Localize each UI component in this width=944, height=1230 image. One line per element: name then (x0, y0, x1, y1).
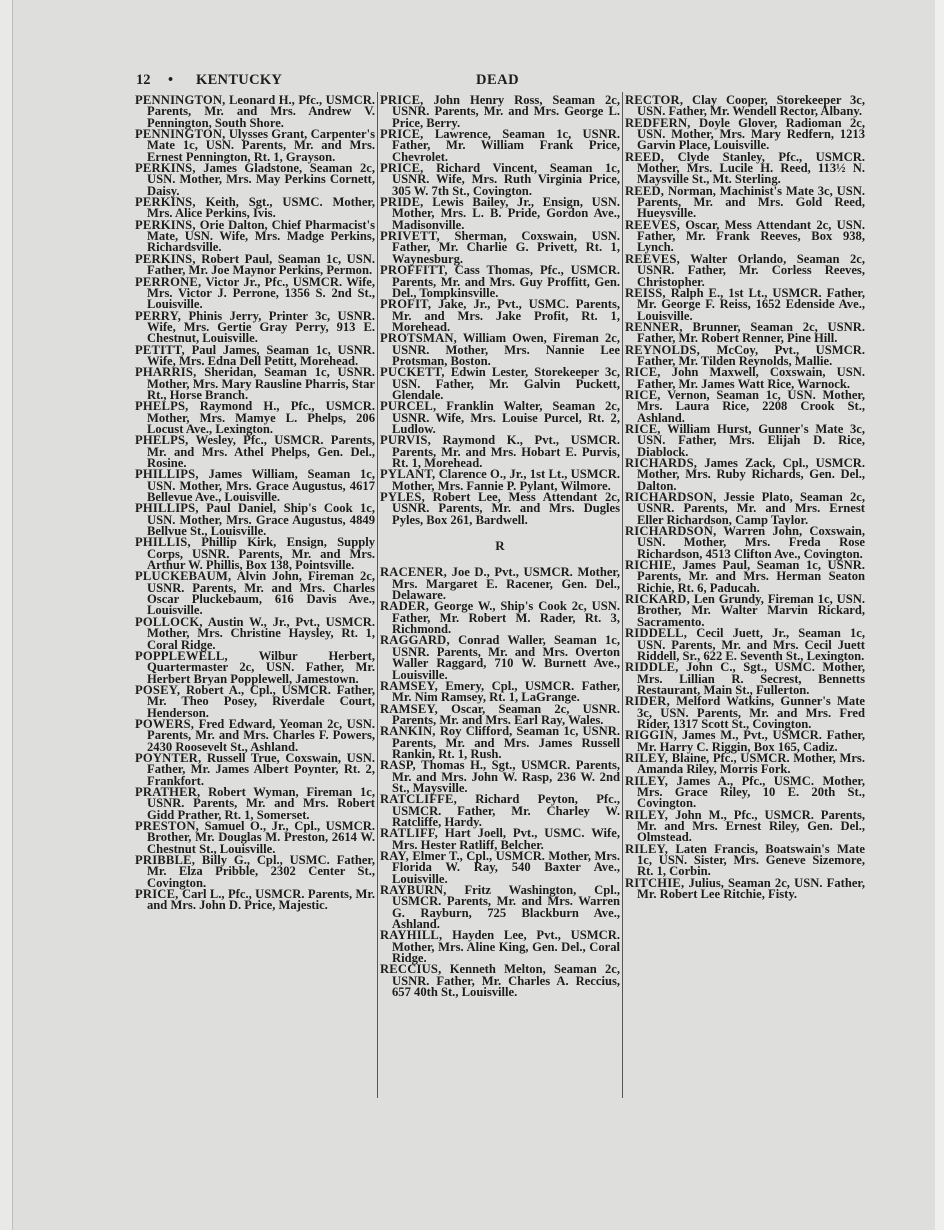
entry-details: Kenneth Melton, Seaman 2c, USNR. Father, Mr. Charles A. Reccius, 657 40th St., Louisville. (392, 962, 620, 1000)
entry-details: William Owen, Fireman 2c, USNR. Mother, Mrs. Nannie Lee Protsman, Boston. (392, 331, 620, 368)
entry-details: Clay Cooper, Storekeeper 3c, USN. Father, Mr. Wendell Rector, Albany. (637, 93, 865, 119)
entry-details: James A., Pfc., USMC. Mother, Mrs. Grace Riley, 10 E. 20th St., Covington. (637, 773, 865, 811)
entry-details: Clyde Stanley, Pfc., USMCR. Mother, Mrs. Lucile H. Reed, 113½ N. Maysville St., Mt. Sterling. (637, 149, 865, 187)
casualty-entry (135, 342, 375, 368)
surname: RATLIFF, (380, 826, 438, 841)
surname: REDFERN, (625, 115, 691, 130)
column-1 (135, 95, 375, 912)
casualty-entry (380, 95, 620, 129)
casualty-entry (135, 716, 375, 754)
casualty-entry (380, 964, 620, 998)
surname: PRATHER, (135, 784, 201, 799)
entry-details: Sheridan, Seaman 1c, USNR. Mother, Mrs. Mary Rausline Pharris, Star Rt., Horse Branch. (147, 365, 375, 402)
entry-details: Melford Watkins, Gunner's Mate 3c, USN. Parents, Mr. and Mrs. Fred Rider, 1317 Scott St., Covington. (637, 694, 865, 731)
casualty-entry (380, 163, 620, 197)
casualty-entry (135, 682, 376, 720)
entry-details: Vernon, Seaman 1c, USN. Mother, Mrs. Laura Rice, 2208 Crook St., Ashland. (637, 387, 865, 425)
surname: PERKINS, (135, 251, 196, 266)
surname: RAYBURN, (380, 883, 447, 898)
surname: PUCKETT, (380, 365, 445, 380)
entry-details: Edwin Lester, Storekeeper 3c, USN. Father, Mr. Galvin Puckett, Glendale. (392, 365, 620, 402)
casualty-entry (135, 95, 375, 129)
entry-details: Phinis Jerry, Printer 3c, USNR. Wife, Mrs. Gertie Gray Perry, 913 E. Chestnut, Louisville. (147, 308, 375, 346)
casualty-entry (380, 828, 620, 851)
casualty-entry (625, 750, 865, 777)
casualty-entry (135, 367, 375, 401)
casualty-entry (380, 635, 620, 680)
entry-details: Richard Peyton, Pfc., USMCR. Father, Mr. Charley W. Ratcliffe, Hardy. (392, 792, 620, 829)
entry-details: Doyle Glover, Radioman 2c, USN. Mother, Mrs. Mary Redfern, 1213 Garvin Place, Louisville. (637, 115, 865, 153)
casualty-entry (625, 183, 865, 221)
surname: PETITT, (135, 342, 185, 357)
surname: RADER, (380, 599, 430, 614)
surname: RICKARD, (625, 592, 690, 607)
surname: RILEY, (625, 750, 669, 765)
surname: PHILLIS, (135, 535, 191, 550)
entry-details: Richard Vincent, Seaman 1c, USNR. Wife, Mrs. Ruth Virginia Price, 305 W. 7th St., Covington. (392, 161, 620, 198)
casualty-entry (135, 163, 375, 197)
entry-details: Phillip Kirk, Ensign, Supply Corps, USNR. Parents, Mr. and Mrs. Arthur W. Phillis, Box 138, Pointsville. (147, 535, 375, 573)
scan-right-edge (935, 0, 944, 1230)
casualty-entry (380, 231, 620, 265)
surname: PYLANT, (380, 467, 436, 482)
entry-details: Robert Paul, Seaman 1c, USN. Father, Mr. Joe Maynor Perkins, Permon. (147, 251, 375, 278)
surname: RACENER, (380, 565, 448, 580)
surname: RIDER, (625, 694, 670, 709)
entry-details: Leonard H., Pfc., USMCR. Parents, Mr. and Mrs. Andrew V. Pennington, South Shore. (147, 93, 375, 130)
surname: PRICE, (380, 93, 424, 107)
casualty-entry (380, 567, 620, 601)
surname: PURCEL, (380, 399, 437, 414)
casualty-entry (625, 251, 866, 289)
entry-details: Blaine, Pfc., USMCR. Mother, Mrs. Amanda Riley, Morris Fork. (637, 750, 865, 777)
casualty-entry (135, 537, 375, 571)
casualty-entry (380, 678, 620, 705)
casualty-entry (135, 217, 375, 255)
surname: RANKIN, (380, 724, 436, 739)
surname: PHILLIPS, (135, 467, 199, 482)
entry-details: Keith, Sgt., USMC. Mother, Mrs. Alice Perkins, Ivis. (147, 195, 376, 221)
casualty-entry (380, 885, 620, 930)
entry-details: Brunner, Seaman 2c, USNR. Father, Mr. Robert Renner, Pine Hill. (637, 319, 865, 346)
surname: PHELPS, (135, 399, 189, 414)
casualty-entry (625, 594, 865, 628)
entry-details: Robert Wyman, Fireman 1c, USNR. Parents, Mr. and Mrs. Robert Gidd Prather, Rt. 1, Somerset. (147, 784, 375, 822)
casualty-entry (135, 435, 375, 469)
casualty-entry (135, 197, 375, 220)
casualty-entry (625, 628, 865, 662)
entry-details: Billy G., Cpl., USMC. Father, Mr. Elza Pribble, 2302 Center St., Covington. (147, 853, 375, 890)
entry-details: Fritz Washington, Cpl., USMCR. Parents, Mr. and Mrs. Warren G. Rayburn, 725 Blackburn Ave., Ashland. (392, 883, 620, 932)
casualty-entry (135, 251, 375, 278)
surname: PRESTON, (135, 819, 200, 833)
casualty-entry (625, 807, 865, 845)
entry-details: Conrad Waller, Seaman 1c, USNR. Parents, Mr. and Mrs. Overton Waller Raggard, 710 W. Burnett Ave., Louisville. (392, 633, 620, 682)
surname: PLUCKEBAUM, (135, 569, 232, 584)
entry-details: Len Grundy, Fireman 1c, USN. Brother, Mr. Walter Marvin Rickard, Sacramento. (637, 592, 865, 629)
entry-details: Emery, Cpl., USMCR. Father, Mr. Nim Ramsey, Rt. 1, LaGrange. (392, 678, 620, 705)
surname: REED, (625, 149, 665, 164)
casualty-entry (625, 492, 865, 526)
entry-details: Alvin John, Fireman 2c, USNR. Parents, Mr. and Mrs. Charles Oscar Pluckebaum, 616 Davis Ave., Louisville. (147, 569, 375, 618)
entry-details: McCoy, Pvt., USMCR. Father, Mr. Tilden Reynolds, Mallie. (637, 342, 865, 368)
surname: PURVIS, (380, 433, 431, 448)
casualty-entry (135, 784, 375, 822)
entry-details: Robert A., Cpl., USMCR. Father, Mr. Theo Posey, Riverdale Court, Henderson. (147, 682, 376, 720)
casualty-entry (135, 750, 375, 788)
casualty-entry (625, 217, 866, 255)
entry-details: Hayden Lee, Pvt., USMCR. Mother, Mrs. Aline King, Gen. Del., Coral Ridge. (392, 928, 620, 966)
casualty-entry (625, 367, 865, 390)
entry-details: Cass Thomas, Pfc., USMCR. Parents, Mr. and Mrs. Guy Proffitt, Gen. Del., Tompkinsville. (392, 263, 621, 300)
casualty-entry (380, 367, 620, 401)
surname: PERKINS, (135, 217, 196, 232)
surname: REYNOLDS, (625, 342, 700, 357)
casualty-entry (380, 760, 620, 794)
casualty-entry (135, 469, 375, 503)
letter-heading: R (495, 538, 505, 554)
surname: PRICE, (380, 127, 424, 142)
surname: PRIDE, (380, 195, 424, 210)
entry-details: Lewis Bailey, Jr., Ensign, USN. Mother, Mrs. L. B. Pride, Gordon Ave., Madisonville. (392, 195, 620, 232)
surname: REISS, (625, 285, 666, 300)
entry-details: Ulysses Grant, Carpenter's Mate 1c, USN. Parents, Mr. and Mrs. Ernest Pennington, Rt. 1, Grayson. (147, 127, 375, 164)
surname: RAMSEY, (380, 701, 438, 716)
surname: RICE, (625, 365, 661, 380)
entry-details: Franklin Walter, Seaman 2c, USNR. Wife, Mrs. Louise Purcel, Rt. 2, Ludlow. (392, 399, 620, 436)
surname: RILEY, (625, 807, 669, 822)
casualty-entry (625, 875, 865, 902)
column-2 (380, 95, 620, 998)
surname: RAY, (380, 849, 409, 863)
entry-details: William Hurst, Gunner's Mate 3c, USN. Father, Mrs. Elijah D. Rice, Diablock. (637, 421, 866, 459)
surname: RICHARDSON, (625, 524, 717, 539)
entry-details: John Maxwell, Coxswain, USN. Father, Mr. James Watt Rice, Warnock. (637, 365, 865, 391)
surname: RATCLIFFE, (380, 792, 457, 807)
surname: PERKINS, (135, 195, 196, 210)
casualty-entry (625, 149, 865, 187)
running-header (136, 72, 870, 92)
entry-details: James Paul, Seaman 1c, USNR. Parents, Mr. and Mrs. Herman Seaton Richie, Rt. 6, Paducah. (637, 558, 865, 595)
section-title: DEAD (476, 72, 520, 88)
column-rule (622, 92, 623, 1098)
casualty-entry (135, 308, 375, 346)
casualty-entry (625, 95, 865, 118)
casualty-entry (625, 526, 865, 560)
surname: RICE, (625, 421, 661, 436)
surname: POYNTER, (135, 750, 202, 765)
casualty-entry (625, 841, 865, 879)
entry-details: Elmer T., Cpl., USMCR. Mother, Mrs. Florida W. Ray, 540 Baxter Ave., Louisville. (392, 849, 620, 886)
casualty-entry (380, 726, 620, 760)
surname: RASP, (380, 758, 416, 773)
entry-details: Hart Joell, Pvt., USMC. Wife, Mrs. Hester Ratliff, Belcher. (392, 826, 620, 852)
entry-details: Oscar, Seaman 2c, USNR. Parents, Mr. and Mrs. Earl Ray, Wales. (392, 701, 621, 727)
surname: PERRONE, (135, 274, 202, 289)
entry-details: Jake, Jr., Pvt., USMC. Parents, Mr. and Mrs. Jake Profit, Rt. 1, Morehead. (392, 297, 620, 334)
entry-details: Wesley, Pfc., USMCR. Parents, Mr. and Mrs. Athel Phelps, Gen. Del., Rosine. (147, 433, 375, 470)
entry-details: Paul James, Seaman 1c, USNR. Wife, Mrs. Edna Dell Petitt, Morehead. (147, 342, 375, 368)
surname: RILEY, (625, 841, 669, 856)
surname: POLLOCK, (135, 614, 203, 629)
casualty-entry (625, 560, 865, 594)
surname: POPPLEWELL, (135, 648, 228, 663)
entry-details: Raymond H., Pfc., USMCR. Mother, Mrs. Mamye L. Phelps, 206 Locust Ave., Lexington. (147, 399, 375, 436)
surname: RICE, (625, 387, 661, 402)
casualty-entry (380, 851, 620, 885)
casualty-entry (625, 319, 865, 346)
casualty-entry (380, 435, 620, 469)
casualty-entry (135, 614, 375, 652)
surname: REEVES, (625, 217, 680, 232)
casualty-entry (625, 662, 865, 696)
surname: RICHIE, (625, 558, 676, 573)
surname: RICHARDS, (625, 456, 698, 470)
surname: RECTOR, (625, 93, 684, 107)
entry-details: Oscar, Mess Attendant 2c, USN. Father, Mr. Frank Reeves, Box 938, Lynch. (637, 217, 866, 255)
casualty-entry (625, 421, 866, 459)
entry-details: Carl L., Pfc., USMCR. Parents, Mr. and Mrs. John D. Price, Majestic. (147, 887, 375, 913)
scan-left-edge (0, 0, 13, 1230)
entry-details: Orie Dalton, Chief Pharmacist's Mate, USN. Wife, Mrs. Madge Perkins, Richardsville. (147, 217, 375, 255)
casualty-entry (135, 648, 376, 686)
surname: RIDDELL, (625, 626, 688, 641)
casualty-entry (625, 387, 865, 425)
surname: PROFFITT, (380, 263, 448, 278)
entry-details: George W., Ship's Cook 2c, USN. Father, Mr. Robert M. Rader, Rt. 3, Richmond. (392, 599, 620, 637)
surname: REED, (625, 183, 665, 198)
casualty-entry (380, 469, 620, 492)
entry-details: Samuel O., Jr., Cpl., USMCR. Brother, Mr. Douglas M. Preston, 2614 W. Chestnut St., Louisville. (147, 819, 375, 856)
entry-details: John C., Sgt., USMC. Mother, Mrs. Lillian R. Secrest, Bennetts Restaurant, Main St., Fullerton. (637, 660, 865, 697)
casualty-entry (625, 696, 865, 730)
surname: PRIBBLE, (135, 853, 196, 868)
casualty-entry (625, 285, 865, 323)
casualty-entry (380, 794, 620, 828)
surname: RICHARDSON, (625, 490, 717, 505)
casualty-entry (380, 129, 620, 163)
surname: RECCIUS, (380, 962, 442, 977)
entry-details: Robert Lee, Mess Attendant 2c, USNR. Parents, Mr. and Mrs. Dugles Pyles, Box 261, Bardwell. (392, 490, 620, 527)
casualty-entry (380, 492, 620, 526)
entry-details: Wilbur Herbert, Quartermaster 2c, USN. Father, Mr. Herbert Bryan Popplewell, Jamestown. (147, 648, 376, 686)
surname: POWERS, (135, 716, 195, 731)
column-3 (625, 95, 865, 900)
surname: RENNER, (625, 319, 683, 334)
entry-details: Clarence O., Jr., 1st Lt., USMCR. Mother, Mrs. Fannie P. Pylant, Wilmore. (392, 467, 620, 493)
surname: PRICE, (380, 161, 424, 176)
surname: RAGGARD, (380, 633, 450, 648)
casualty-entry (380, 299, 620, 333)
entry-details: James Gladstone, Seaman 2c, USN. Mother, Mrs. May Perkins Cornett, Daisy. (147, 161, 375, 198)
casualty-entry (380, 401, 620, 435)
casualty-entry (380, 601, 620, 635)
page-number: 12 (136, 72, 151, 88)
surname: PHELPS, (135, 433, 189, 448)
entry-details: Victor Jr., Pfc., USMCR. Wife, Mrs. Victor J. Perrone, 1356 S. 2nd St., Louisville. (147, 274, 376, 312)
surname: PHILLIPS, (135, 501, 199, 516)
entry-details: Roy Clifford, Seaman 1c, USNR. Parents, Mr. and Mrs. James Russell Rankin, Rt. 1, Rush. (392, 724, 620, 761)
surname: PENNINGTON, (135, 93, 226, 107)
surname: RIGGIN, (625, 728, 678, 743)
entry-details: Paul Daniel, Ship's Cook 1c, USN. Mother, Mrs. Grace Augustus, 4849 Bellvue St., Louisville. (147, 501, 376, 539)
entry-details: Austin W., Jr., Pvt., USMCR. Mother, Mrs. Christine Haysley, Rt. 1, Coral Ridge. (147, 614, 375, 652)
surname: RAMSEY, (380, 678, 438, 693)
column-rule (377, 92, 378, 1098)
entry-details: John M., Pfc., USMCR. Parents, Mr. and Mrs. Ernest Riley, Gen. Del., Olmstead. (637, 807, 865, 845)
casualty-entry (380, 333, 620, 367)
casualty-entry (135, 274, 376, 312)
surname: PERRY, (135, 308, 182, 323)
entry-details: Lawrence, Seaman 1c, USNR. Father, Mr. William Frank Price, Chevrolet. (392, 127, 620, 164)
casualty-entry (625, 458, 865, 492)
entry-details: Thomas H., Sgt., USMCR. Parents, Mr. and Mrs. John W. Rasp, 236 W. 2nd St., Maysville. (392, 758, 620, 795)
entry-details: Raymond K., Pvt., USMCR. Parents, Mr. and Mrs. Hobart E. Purvis, Rt. 1, Morehead. (392, 433, 620, 470)
casualty-entry (625, 730, 865, 753)
entry-details: Sherman, Coxswain, USN. Father, Mr. Charlie G. Privett, Rt. 1, Waynesburg. (392, 229, 620, 266)
state-name: KENTUCKY (196, 72, 283, 88)
casualty-entry (380, 930, 620, 964)
entry-details: John Henry Ross, Seaman 2c, USNR. Parents, Mr. and Mrs. George L. Price, Berry. (392, 93, 620, 130)
surname: PERKINS, (135, 161, 196, 176)
entry-details: Jessie Plato, Seaman 2c, USNR. Parents, Mr. and Mrs. Ernest Eller Richardson, Camp Taylor. (637, 490, 865, 527)
casualty-entry (135, 401, 375, 435)
casualty-entry (625, 115, 865, 153)
casualty-entry (625, 342, 865, 368)
casualty-entry (135, 855, 375, 889)
entry-details: James Zack, Cpl., USMCR. Mother, Mrs. Ruby Richards, Gen. Del., Dalton. (637, 456, 865, 493)
surname: RILEY, (625, 773, 669, 788)
casualty-entry (135, 889, 375, 912)
surname: RITCHIE, (625, 875, 685, 890)
casualty-entry (625, 773, 865, 811)
entry-details: James William, Seaman 1c, USN. Mother, Mrs. Grace Augustus, 4617 Bellevue Ave., Louisville. (147, 467, 375, 505)
entry-details: Warren John, Coxswain, USN. Mother, Mrs. Freda Rose Richardson, 4513 Clifton Ave., Covington. (637, 524, 865, 561)
surname: RAYHILL, (380, 928, 443, 943)
entry-details: Fred Edward, Yeoman 2c, USN. Parents, Mr. and Mrs. Charles F. Powers, 2430 Roosevelt St., Ashland. (147, 716, 375, 754)
surname: POSEY, (135, 682, 181, 697)
entry-details: Julius, Seaman 2c, USN. Father, Mr. Robert Lee Ritchie, Fisty. (637, 875, 865, 902)
entry-details: Ralph E., 1st Lt., USMCR. Father, Mr. George F. Reiss, 1652 Edenside Ave., Louisville. (637, 285, 865, 323)
casualty-entry (135, 503, 375, 537)
entry-details: James M., Pvt., USMCR. Father, Mr. Harry C. Riggin, Box 165, Cadiz. (637, 728, 866, 754)
casualty-entry (380, 701, 621, 727)
surname: RIDDLE, (625, 660, 679, 675)
surname: REEVES, (625, 251, 680, 266)
entry-details: Laten Francis, Boatswain's Mate 1c, USN. Sister, Mrs. Geneve Sizemore, Rt. 1, Corbin. (637, 841, 865, 879)
surname: PHARRIS, (135, 365, 197, 380)
casualty-entry (380, 197, 620, 231)
entry-details: Russell True, Coxswain, USN. Father, Mr. James Albert Poynter, Rt. 2, Frankfort. (147, 750, 375, 788)
surname: PYLES, (380, 490, 425, 505)
surname: PROTSMAN, (380, 331, 458, 346)
entry-details: Norman, Machinist's Mate 3c, USN. Parents, Mr. and Mrs. Gold Reed, Hueysville. (637, 183, 865, 221)
bullet-separator: • (168, 72, 174, 88)
entry-details: Joe D., Pvt., USMCR. Mother, Mrs. Margaret E. Racener, Gen. Del., Delaware. (392, 565, 620, 603)
surname: PRIVETT, (380, 229, 440, 244)
casualty-entry (380, 265, 620, 299)
casualty-entry (135, 571, 375, 616)
entry-details: Walter Orlando, Seaman 2c, USNR. Father, Mr. Corless Reeves, Christopher. (637, 251, 866, 289)
casualty-entry (135, 821, 375, 855)
entry-details: Cecil Juett, Jr., Seaman 1c, USN. Parents, Mr. and Mrs. Cecil Juett Riddell, Sr., 622 E. Seventh St., Lexington. (637, 626, 865, 663)
surname: PRICE, (135, 887, 179, 902)
surname: PROFIT, (380, 297, 432, 312)
casualty-entry (135, 129, 375, 163)
surname: PENNINGTON, (135, 127, 226, 142)
